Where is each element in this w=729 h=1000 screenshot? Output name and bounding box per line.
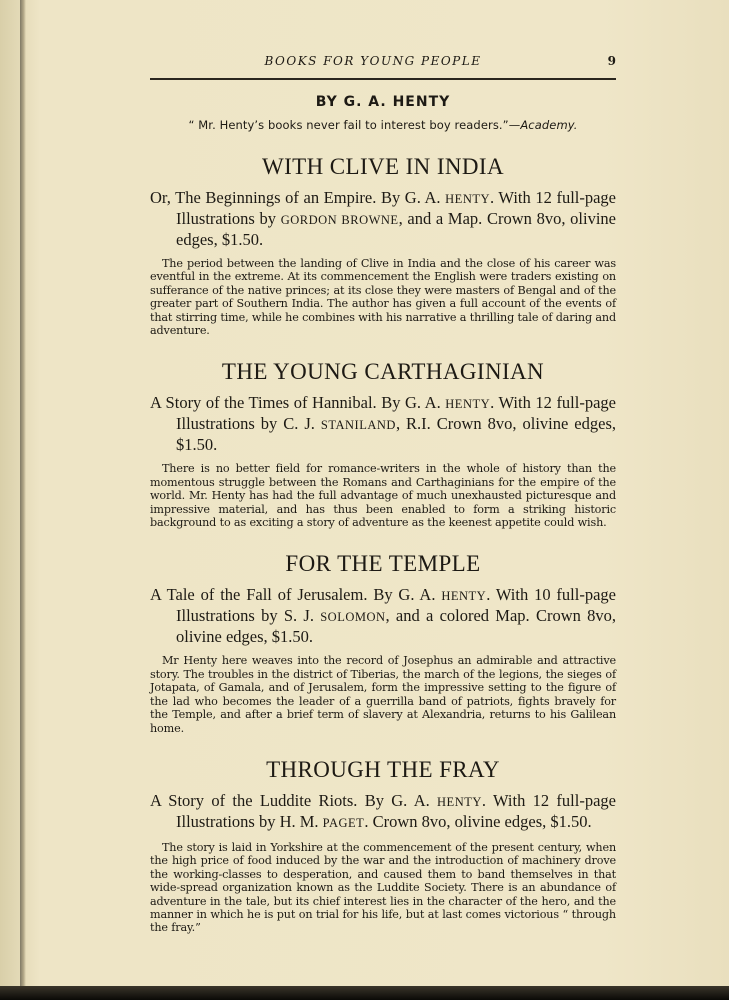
desc-text: Or, The Beginnings of an Empire. By G. A.: [150, 188, 446, 207]
book-description: [150, 791, 616, 833]
desc-text: . With 10 full-page Illustrations by S. J.: [176, 585, 616, 626]
book-description: [150, 188, 616, 249]
book-entry: [150, 551, 616, 734]
book-blurb: The period between the landing of Clive in India and the close of his career was eventful in the extreme. At its commencement the English were traders existing on sufferance of the native princes; at its close they were masters of Bengal and of the greater part of Southern India. The author has given a full account of the events of that stirring time, while he combines with his narrative a thrilling tale of daring and adventure.: [150, 257, 616, 338]
header-rule: [150, 78, 616, 80]
desc-text: A Story of the Times of Hannibal. By G. A.: [150, 393, 446, 413]
desc-text: . With 12 full-page Illustrations by C. J.: [176, 393, 616, 434]
author-heading: BY G. A. HENTY: [315, 94, 451, 110]
book-entry: [150, 154, 616, 337]
book-blurb: Mr Henty here weaves into the record of Josephus an admirable and attractive story. The troubles in the district of Tiberias, the march of the legions, the sieges of Jotapata, of Gamala, and of Jerusalem, form the impressive setting to the figure of the lad who becomes the leader of a guerrilla band of patriots, fights bravely for the Temple, and after a brief term of slavery at Alexandria, returns to his Galilean home.: [150, 654, 616, 735]
book-title: FOR THE TEMPLE: [285, 551, 481, 577]
illustrator-name: GORDON BROWNE: [280, 213, 399, 227]
illustrator-name: STANILAND: [320, 418, 396, 433]
desc-text: . With 12 full-page Illustrations by H. M.: [176, 790, 616, 831]
author-name: HENTY: [445, 397, 491, 412]
epigraph-source: Academy.: [520, 118, 578, 132]
book-blurb: There is no better field for romance-writers in the whole of history than the momentous struggle between the Romans and Carthaginians for the empire of the world. Mr. Henty has had the full advantage of much unexhausted picturesque and impressive material, and has thus been enabled to form a striking historic background to as exciting a story of adventure as the keenest appetite could wish.: [150, 462, 616, 530]
book-title: THROUGH THE FRAY: [266, 756, 500, 782]
epigraph-quote: “ Mr. Henty’s books never fail to interest boy readers.”—: [188, 118, 521, 132]
book-title: WITH CLIVE IN INDIA: [261, 154, 504, 179]
author-name: HENTY: [437, 794, 482, 809]
book-entry: [150, 757, 616, 935]
epigraph: [150, 118, 616, 132]
desc-text: . Crown 8vo, olivine edges, $1.50.: [364, 811, 592, 831]
book-blurb: The story is laid in Yorkshire at the commencement of the present century, when the high price of food induced by the war and the introduction of machinery drove the working-classes to desperation, and caused them to band themselves in that wide-spread organization known as the Luddite Society. There is an abundance of adventure in the tale, but its chief interest lies in the character of the hero, and the manner in which he is put on trial for his life, but at last comes victorious “ through the fray.”: [150, 840, 616, 935]
desc-text: , and a Map. Crown 8vo, olivine edges, $1.50.: [176, 209, 616, 249]
illustrator-name: SOLOMON: [320, 610, 386, 625]
author-name: HENTY: [441, 589, 487, 604]
desc-text: , and a colored Map. Crown 8vo, olivine edges, $1.50.: [176, 606, 616, 647]
page-bottom-edge: [0, 986, 729, 1000]
desc-text: , R.I. Crown 8vo, olivine edges, $1.50.: [176, 414, 616, 455]
desc-text: A Tale of the Fall of Jerusalem. By G. A.: [150, 585, 442, 605]
illustrator-name: PAGET: [322, 815, 365, 830]
page-binding-shadow: [20, 0, 26, 988]
desc-text: A Story of the Luddite Riots. By G. A.: [150, 790, 438, 810]
page-content: [150, 54, 616, 935]
book-description: [150, 585, 616, 646]
running-head: [150, 54, 616, 76]
book-entry: [150, 359, 616, 529]
running-title: BOOKS FOR YOUNG PEOPLE: [264, 54, 482, 68]
author-name: HENTY: [445, 192, 491, 206]
page-number: 9: [607, 54, 616, 68]
book-description: [150, 393, 616, 454]
desc-text: . With 12 full-page Illustrations by: [176, 188, 616, 228]
book-title: THE YOUNG CARTHAGINIAN: [221, 359, 545, 385]
